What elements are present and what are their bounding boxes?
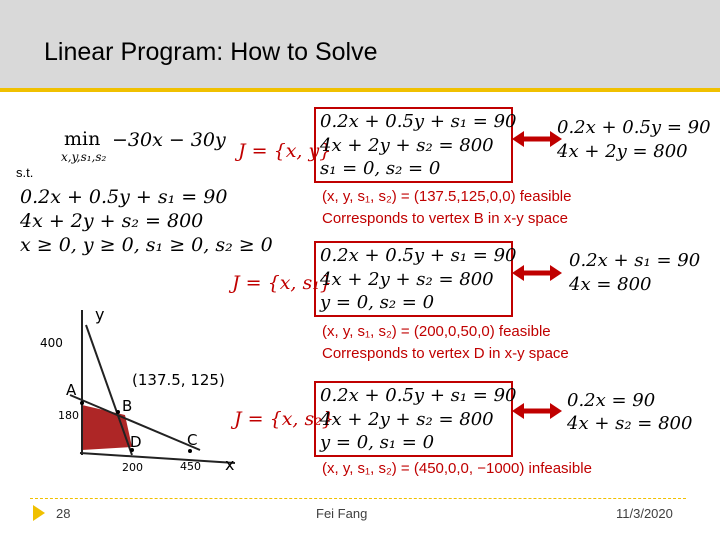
tick-180: 180: [58, 409, 79, 422]
constraint-3: x ≥ 0, y ≥ 0, s₁ ≥ 0, s₂ ≥ 0: [20, 234, 273, 256]
constraint-2: 4x + 2y + s₂ = 800: [20, 210, 204, 232]
case-2-eq-3: y = 0, s₂ = 0: [320, 292, 435, 313]
case-3-arrow: [512, 400, 562, 422]
slide-header: [0, 0, 720, 92]
slide-title: Linear Program: How to Solve: [44, 38, 378, 66]
objective-min: min: [64, 128, 101, 150]
label-c: C: [187, 431, 198, 449]
footer-divider: [30, 498, 686, 499]
case-1-arrow: [512, 128, 562, 150]
case-2-reduced-2: 4x = 800: [569, 274, 652, 295]
footer-author: Fei Fang: [316, 506, 368, 521]
case-2-eq-2: 4x + 2y + s₂ = 800: [320, 269, 494, 290]
label-b: B: [122, 397, 133, 415]
case-3-reduced-1: 0.2x = 90: [567, 390, 656, 411]
case-1-eq-2: 4x + 2y + s₂ = 800: [320, 135, 494, 156]
objective-expr: −30x − 30y: [112, 129, 226, 151]
case-1-note: Corresponds to vertex B in x-y space: [322, 210, 568, 227]
tick-200: 200: [122, 461, 143, 474]
point-a: [80, 401, 84, 405]
x-axis-line: [80, 453, 235, 463]
case-2-eq-1: 0.2x + 0.5y + s₁ = 90: [320, 245, 517, 266]
case-3-eq-2: 4x + 2y + s₂ = 800: [320, 409, 494, 430]
footer-marker-icon: [33, 505, 47, 521]
case-1-reduced-2: 4x + 2y = 800: [557, 141, 688, 162]
case-1-result: (x, y, s₁, s₂) = (137.5,125,0,0) feasible: [322, 188, 572, 205]
label-a: A: [66, 381, 77, 399]
case-3-result: (x, y, s₁, s₂) = (450,0,0, −1000) infeasible: [322, 460, 592, 477]
case-1-J: J = {x, y}: [238, 140, 332, 162]
tick-400: 400: [40, 336, 63, 350]
case-2-result: (x, y, s₁, s₂) = (200,0,50,0) feasible: [322, 323, 551, 340]
st-label: s.t.: [16, 165, 34, 180]
case-3-J: J = {x, s₂}: [234, 408, 334, 430]
x-axis-label: x: [225, 455, 235, 474]
case-3-reduced-2: 4x + s₂ = 800: [567, 413, 693, 434]
objective-vars: x,y,s₁,s₂: [61, 150, 107, 164]
case-1-eq-1: 0.2x + 0.5y + s₁ = 90: [320, 111, 517, 132]
case-1-eq-3: s₁ = 0, s₂ = 0: [320, 158, 441, 179]
case-3-eq-1: 0.2x + 0.5y + s₁ = 90: [320, 385, 517, 406]
page-number: 28: [56, 506, 71, 521]
hand-sketch-graph: [30, 295, 245, 485]
constraint-1: 0.2x + 0.5y + s₁ = 90: [20, 186, 228, 208]
case-3-eq-3: y = 0, s₁ = 0: [320, 432, 435, 453]
case-2-arrow: [512, 262, 562, 284]
footer-date: 11/3/2020: [616, 506, 673, 521]
label-point-b-coords: (137.5, 125): [132, 371, 225, 389]
point-b: [116, 410, 120, 414]
case-2-note: Corresponds to vertex D in x-y space: [322, 345, 569, 362]
label-d: D: [130, 433, 142, 451]
case-2-reduced-1: 0.2x + s₁ = 90: [569, 250, 701, 271]
tick-450: 450: [180, 460, 201, 473]
case-2-J: J = {x, s₁}: [232, 272, 332, 294]
case-1-reduced-1: 0.2x + 0.5y = 90: [557, 117, 711, 138]
point-c: [188, 449, 192, 453]
y-axis-label: y: [95, 305, 105, 324]
